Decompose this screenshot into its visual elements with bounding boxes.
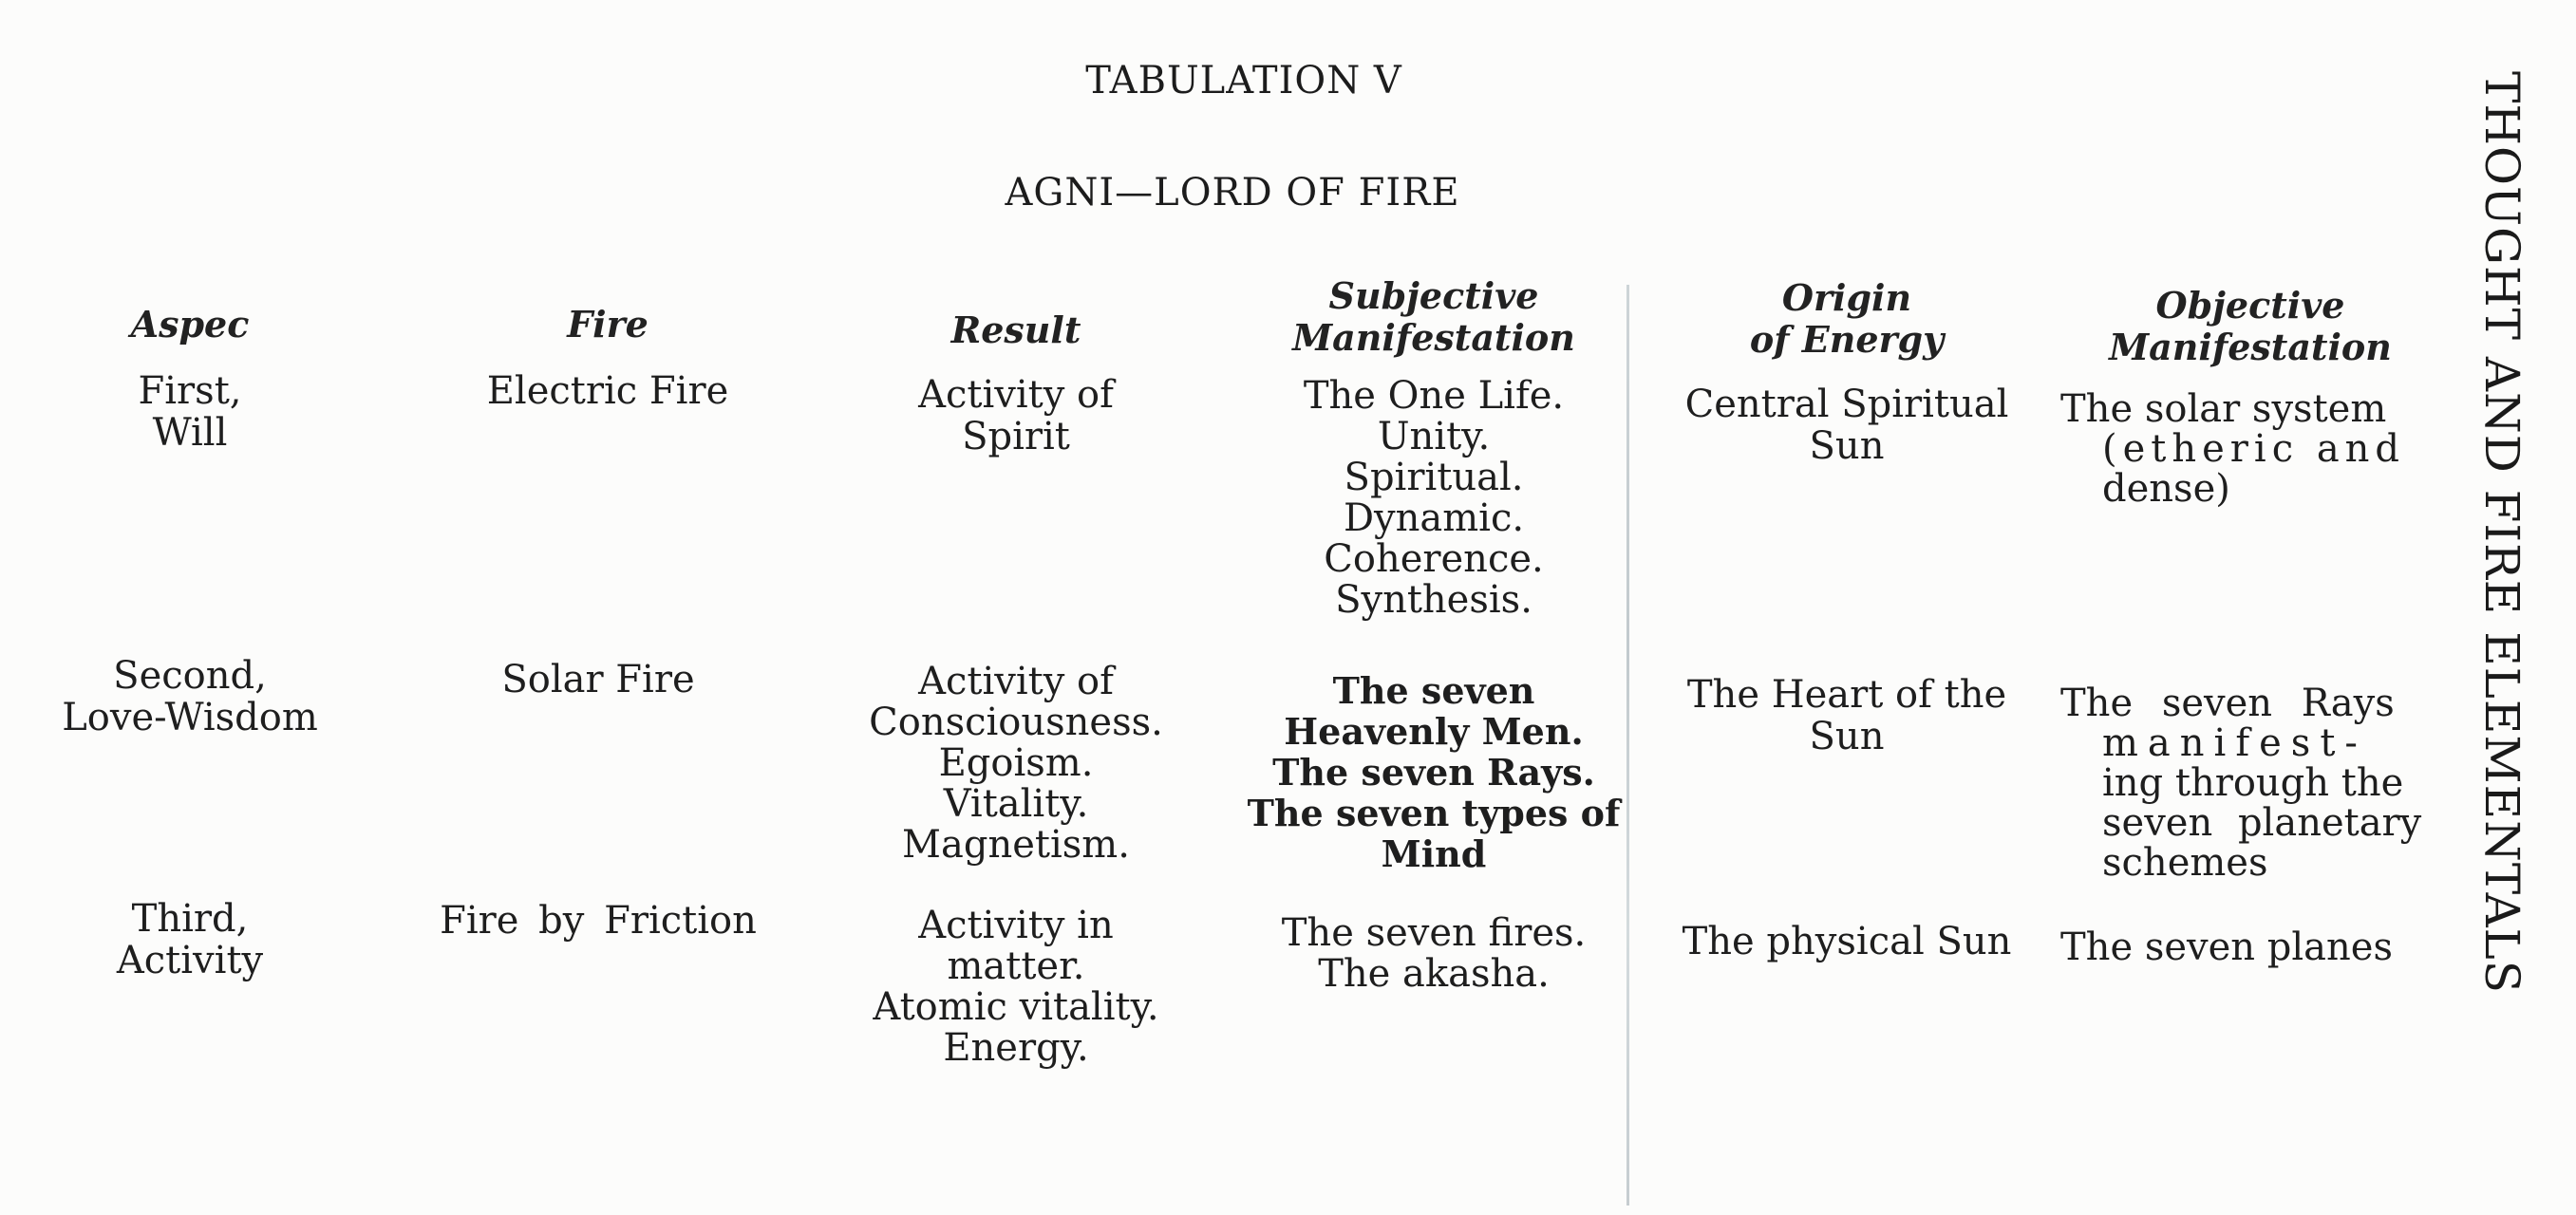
row-2-aspect: Second, Love-Wisdom: [62, 654, 318, 739]
header-aspect: [38, 304, 342, 346]
header-aspect-label: Aspec: [130, 303, 250, 346]
row-1-subjective: The One Life. Unity. Spiritual. Dynamic. Coherence. Synthesis.: [1303, 374, 1565, 622]
row-2-objective: The seven Rays manifest- ing through the seven planetary schemes: [2060, 682, 2422, 885]
running-head-text: THOUGHT AND FIRE ELEMENTALS: [2474, 71, 2529, 995]
header-origin-line-1: Origin: [1781, 276, 1912, 319]
row-1-fire: Electric Fire: [486, 369, 729, 413]
header-objective-manifestation: [2051, 285, 2450, 368]
row-1-result: Activity of Spirit: [918, 373, 1114, 458]
row-1-aspect: First, Will: [138, 369, 242, 455]
row-3-result: Activity in matter. Atomic vitality. Energy.: [873, 904, 1159, 1070]
header-origin-line-2: of Energy: [1749, 318, 1945, 361]
row-1-origin: Central Spiritual Sun: [1684, 383, 2009, 468]
row-2-origin: The Heart of the Sun: [1686, 673, 2007, 758]
header-fire-label: Fire: [567, 303, 649, 346]
column-divider: [1626, 285, 1629, 1206]
header-subjective-line-2: Manifestation: [1292, 316, 1575, 359]
row-3-fire: Fire by Friction: [440, 899, 757, 943]
row-3-subjective: The seven fires. The akasha.: [1281, 911, 1587, 996]
row-3-objective: The seven planes: [2060, 925, 2393, 969]
header-origin-of-energy: [1657, 277, 2037, 361]
row-1-objective: The solar system (etheric and dense): [2060, 387, 2406, 511]
running-head: [2469, 71, 2545, 1191]
header-subjective-manifestation: [1234, 275, 1633, 359]
header-fire: [408, 304, 807, 346]
row-2-fire: Solar Fire: [501, 658, 695, 701]
header-objective-line-1: Objective: [2155, 284, 2345, 327]
header-subjective-line-1: Subjective: [1328, 274, 1539, 317]
header-result-label: Result: [950, 308, 1081, 351]
table-subtitle: AGNI—LORD OF FIRE: [1005, 171, 1460, 215]
header-result: [836, 309, 1196, 351]
row-2-result: Activity of Consciousness. Egoism. Vitality. Magnetism.: [869, 660, 1163, 867]
header-objective-line-2: Manifestation: [2109, 326, 2392, 368]
row-3-aspect: Third, Activity: [116, 897, 264, 982]
row-3-origin: The physical Sun: [1682, 920, 2012, 963]
tabulation-title: TABULATION V: [1085, 59, 1402, 103]
row-2-subjective: The seven Heavenly Men. The seven Rays. The seven types of Mind: [1247, 669, 1621, 875]
